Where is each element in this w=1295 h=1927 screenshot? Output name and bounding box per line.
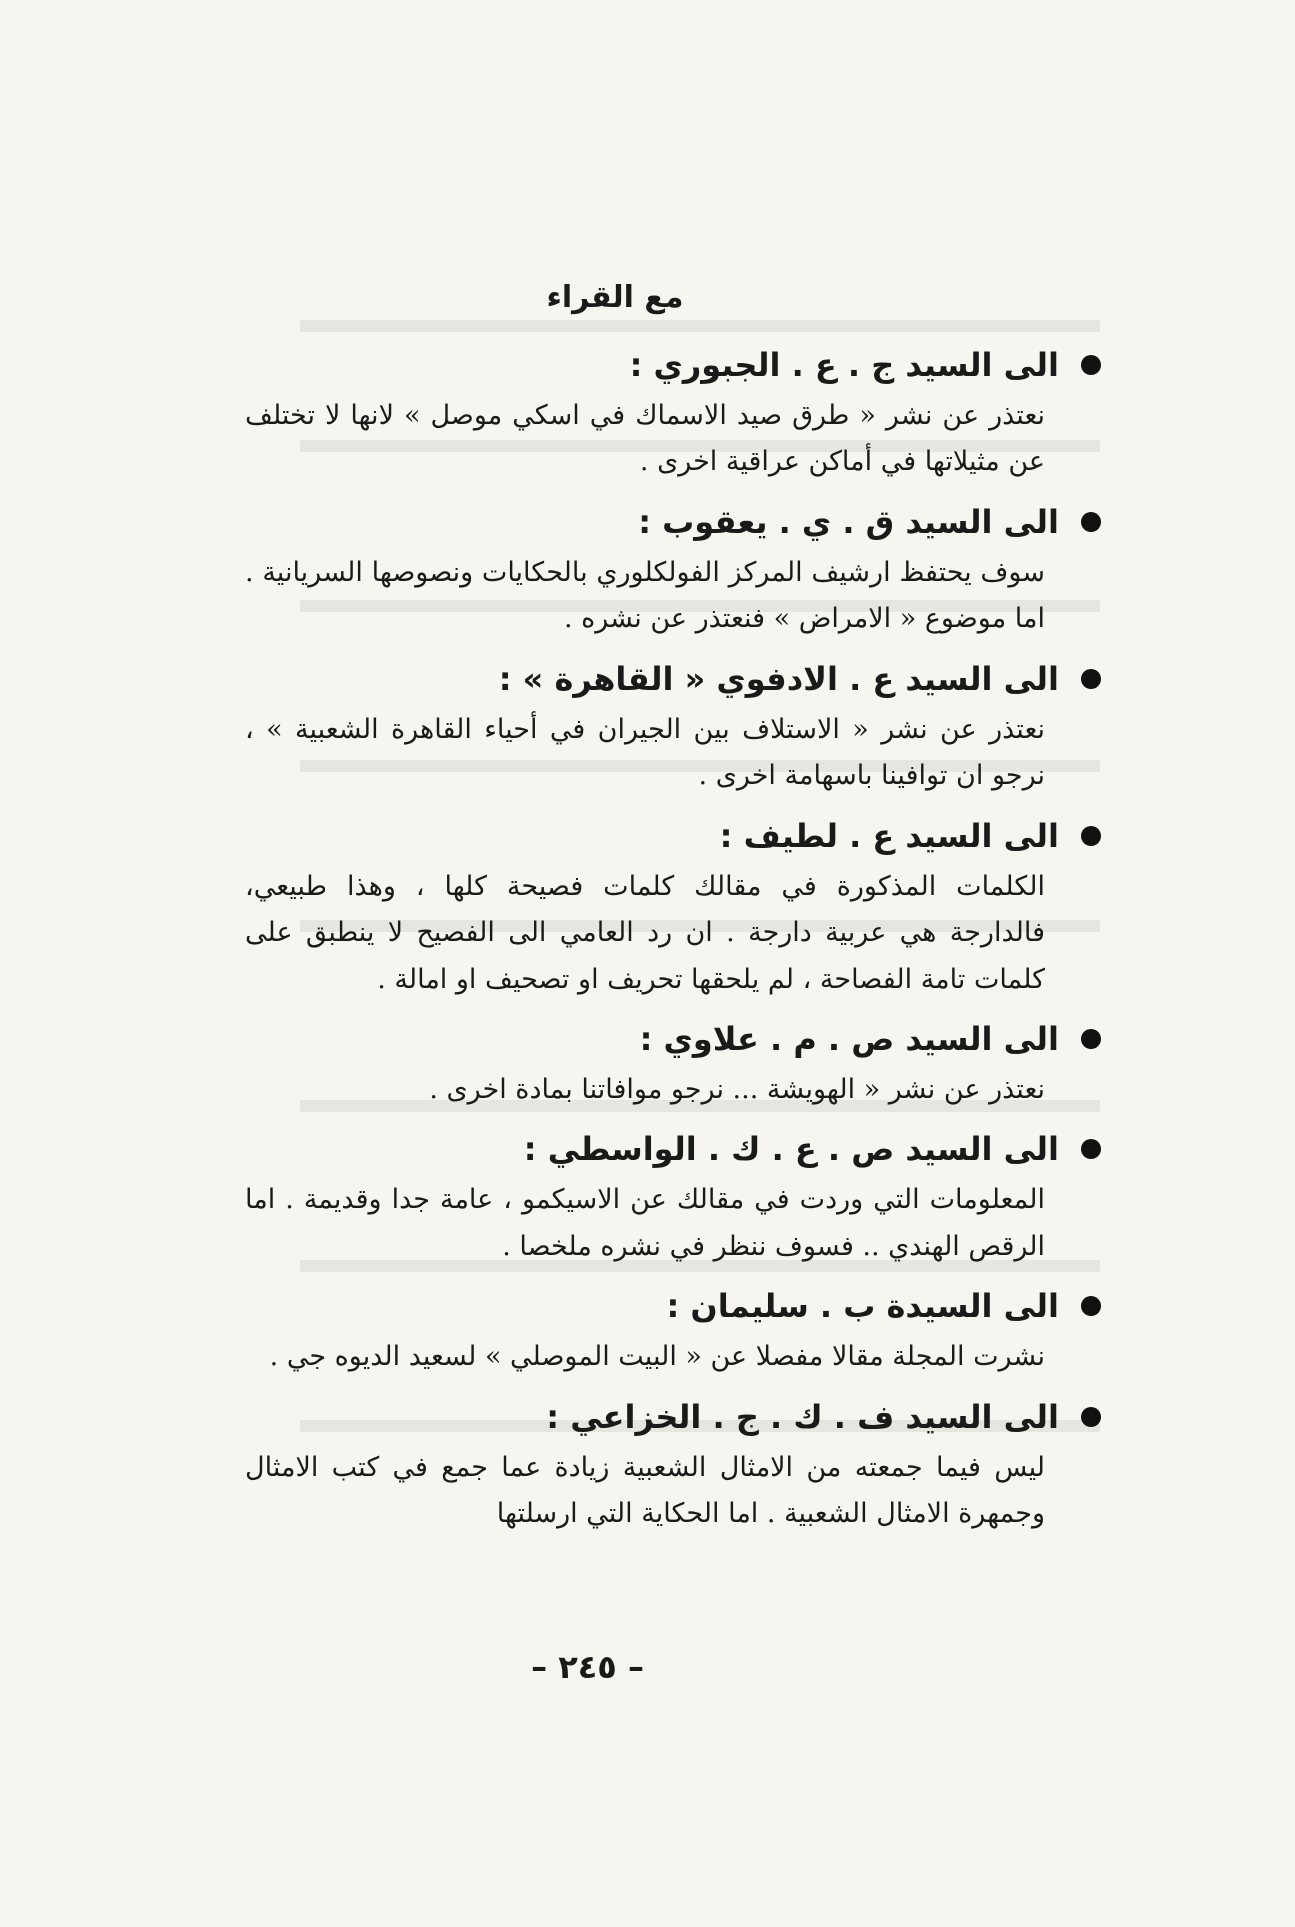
entry-heading: [245, 655, 1101, 703]
entry-body: نعتذر عن نشر « الهويشة ... نرجو موافاتنا بمادة اخرى .: [429, 1073, 1045, 1105]
reader-entry: [245, 1393, 1059, 1538]
bullet-icon: [1081, 355, 1101, 375]
reader-entry: [245, 1282, 1059, 1380]
reader-entry: [245, 655, 1059, 800]
entry-body: المعلومات التي وردت في مقالك عن الاسيكمو ، عامة جدا وقديمة . اما الرقص الهندي .. فسوف ننظر في نشره ملخصا .: [245, 1184, 1045, 1262]
bullet-icon: [1081, 669, 1101, 689]
entry-body: نعتذر عن نشر « الاستلاف بين الجيران في أحياء القاهرة الشعبية » ، نرجو ان توافينا باسهامة اخرى .: [245, 713, 1045, 792]
bullet-icon: [1081, 1407, 1101, 1427]
entry-heading: [245, 1393, 1101, 1441]
entry-heading-text: الى السيد ف . ك . ج . الخزاعي :: [546, 1397, 1059, 1436]
bullet-icon: [1081, 512, 1101, 532]
entry-heading-text: الى السيد ص . ع . ك . الواسطي :: [523, 1130, 1059, 1169]
page-title: مع القراء: [546, 280, 684, 315]
reader-entry: [245, 498, 1059, 643]
entry-heading-text: الى السيد ص . م . علاوي :: [639, 1019, 1059, 1058]
entry-heading-text: الى السيد ع . لطيف :: [719, 816, 1059, 855]
entry-heading: [245, 498, 1101, 546]
entry-heading-text: الى السيد ق . ي . يعقوب :: [638, 502, 1059, 541]
entry-body: الكلمات المذكورة في مقالك كلمات فصيحة كلها ، وهذا طبيعي، فالدارجة هي عربية دارجة . ان رد العامي الى الفصيح لا ينطبق على كلمات تامة الفصاحة ، لم يلحقها تحريف او تصحيف او امالة .: [245, 870, 1045, 995]
bullet-icon: [1081, 1139, 1101, 1159]
bullet-icon: [1081, 1296, 1101, 1316]
reader-entry: [245, 812, 1059, 1003]
reader-entry: [245, 1015, 1059, 1113]
entry-body: نعتذر عن نشر « طرق صيد الاسماك في اسكي موصل » لانها لا تختلف عن مثيلاتها في أماكن عراقية اخرى .: [245, 400, 1045, 478]
page-number: – ٢٤٥ –: [531, 1648, 644, 1686]
entry-heading-text: الى السيد ع . الادفوي « القاهرة » :: [498, 659, 1059, 698]
entry-heading: [245, 1015, 1101, 1063]
reader-entry: [245, 1125, 1059, 1270]
entry-heading: [245, 1125, 1101, 1173]
entry-heading-text: الى السيدة ب . سليمان :: [666, 1287, 1059, 1326]
entry-heading: [245, 1282, 1101, 1330]
entry-heading: [245, 812, 1101, 860]
entry-heading-text: الى السيد ج . ع . الجبوري :: [629, 346, 1059, 384]
entry-heading: [245, 341, 1101, 389]
entry-body: نشرت المجلة مقالا مفصلا عن « البيت الموصلي » لسعيد الديوه جي .: [269, 1341, 1045, 1373]
entry-body: ليس فيما جمعته من الامثال الشعبية زيادة عما جمع في كتب الامثال وجمهرة الامثال الشعبية . اما الحكاية التي ارسلتها: [245, 1451, 1045, 1530]
bullet-icon: [1081, 1029, 1101, 1049]
entry-body: سوف يحتفظ ارشيف المركز الفولكلوري بالحكايات ونصوصها السريانية . اما موضوع « الامراض » فنعتذر عن نشره .: [245, 556, 1045, 635]
bullet-icon: [1081, 826, 1101, 846]
page-content: [245, 280, 1059, 1550]
reader-entry: [245, 341, 1059, 486]
